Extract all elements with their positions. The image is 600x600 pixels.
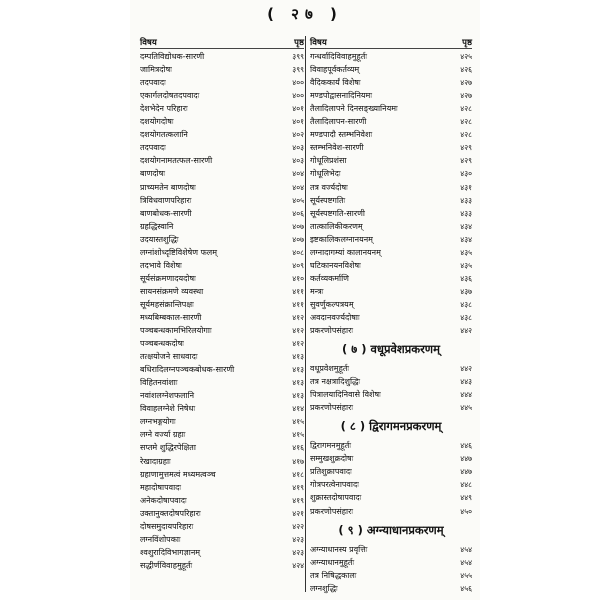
entry-page-number: ४१० — [292, 273, 304, 283]
entry-title: दशयोगतत्कलानि — [140, 130, 188, 140]
entry-page-number: ४४७ — [460, 454, 472, 464]
entry-page-number: ४०३ — [292, 143, 304, 153]
entry-page-number: ४३३ — [460, 195, 472, 205]
toc-entry — [140, 115, 304, 128]
entry-page-number: ४०२ — [292, 130, 304, 140]
toc-entry — [140, 76, 304, 89]
toc-entry — [310, 362, 472, 375]
entry-title: गोधूलिभेदः — [310, 169, 341, 179]
toc-entry — [140, 102, 304, 115]
entry-title: विवाहपूर्वकर्तव्यम् — [310, 65, 360, 75]
toc-entry — [310, 439, 472, 452]
toc-entry — [310, 259, 472, 272]
entry-page-number: ४०९ — [292, 260, 304, 270]
entry-title: गोत्रपरत्वेनापवादः — [310, 480, 359, 490]
entry-page-number: ४०७ — [292, 221, 304, 231]
toc-entry — [140, 194, 304, 207]
toc-entry — [140, 128, 304, 141]
toc-entry — [140, 415, 304, 428]
entry-page-number: ४०३ — [292, 156, 304, 166]
subject-heading: विषय — [310, 38, 327, 48]
toc-entry — [310, 452, 472, 465]
entry-title: मन्त्रः — [310, 286, 324, 296]
toc-entry — [140, 520, 304, 533]
toc-entry — [140, 246, 304, 259]
toc-entry — [140, 428, 304, 441]
entry-title: विहितनवांशाः — [140, 378, 178, 388]
entry-title: तदभावे विशेषः — [140, 260, 182, 270]
entry-title: सम्मुखशुक्रदोषः — [310, 454, 354, 464]
entry-title: वैदिककार्यं विशेषः — [310, 78, 361, 88]
toc-entry — [310, 401, 472, 414]
page-heading: पृष्ठ — [294, 38, 304, 48]
toc-entry — [140, 220, 304, 233]
entry-title: मण्डपादौ स्तम्भनिवेशः — [310, 130, 373, 140]
toc-entry — [310, 128, 472, 141]
entry-page-number: ४११ — [292, 299, 304, 309]
entry-title: तदपवादः — [140, 143, 166, 153]
entry-title: सूर्यमहसंक्रान्तिपक्षः — [140, 299, 194, 309]
entry-page-number: ३९९ — [292, 65, 304, 75]
entry-page-number: ४४३ — [460, 377, 472, 387]
entry-title: प्रकरणोपसंहारः — [310, 506, 353, 516]
entry-title: प्राच्यमतेन बाणदोषः — [140, 182, 196, 192]
entry-title: शुक्रास्तदोषापवादः — [310, 493, 362, 503]
toc-entry — [310, 220, 472, 233]
entry-title: अग्न्याधानस्य प्रवृत्तिः — [310, 544, 368, 554]
entry-title: तैलादिलापने दिनसङ्ख्यानियमः — [310, 104, 398, 114]
toc-entry — [140, 481, 304, 494]
entry-page-number: ४१२ — [292, 339, 304, 349]
entry-title: गन्धर्वादिविवाहमुहूर्तः — [310, 52, 367, 62]
entry-page-number: ४२९ — [460, 156, 472, 166]
entry-page-number: ४२२ — [292, 521, 304, 531]
toc-entry — [140, 285, 304, 298]
entry-title: बाणदोषः — [140, 169, 165, 179]
entry-title: गोधूलिप्रशंसा — [310, 156, 347, 166]
toc-entry — [140, 154, 304, 167]
entry-page-number: ४४५ — [460, 403, 472, 413]
entry-page-number: ४११ — [292, 286, 304, 296]
entry-page-number: ४३८ — [460, 312, 472, 322]
entry-title: पञ्चबन्धकदोषः — [140, 339, 184, 349]
toc-entry — [310, 233, 472, 246]
entry-title: मध्यबिम्बकाल-सारणी — [140, 312, 202, 322]
entry-title: तत्र वर्ज्यदोषः — [310, 182, 348, 192]
column-divider — [305, 36, 306, 592]
toc-entry — [140, 207, 304, 220]
toc-entry — [140, 272, 304, 285]
entry-page-number: ४२९ — [460, 143, 472, 153]
entry-title: प्रकरणोपसंहारः — [310, 403, 353, 413]
entry-title: रेखादाग्रहाः — [140, 456, 171, 466]
entry-page-number: ४०४ — [292, 169, 304, 179]
entry-page-number: ४२३ — [292, 534, 304, 544]
entry-page-number: ४१७ — [292, 456, 304, 466]
entry-title: अग्न्याधानमुहूर्तः — [310, 557, 355, 567]
entry-page-number: ४३० — [460, 169, 472, 179]
entry-title: इष्टकालिकलग्नानयनम् — [310, 234, 373, 244]
entry-page-number: ४०१ — [292, 104, 304, 114]
left-column-header — [140, 37, 304, 50]
entry-title: देशभेदेन परिहारः — [140, 104, 188, 114]
entry-page-number: ३९९ — [292, 52, 304, 62]
entry-title: अवदानवर्ज्यदोषाः — [310, 312, 360, 322]
entry-page-number: ४५४ — [460, 544, 472, 554]
section-heading: ( ७ ) वधूप्रवेशप्रकरणम् — [342, 342, 440, 357]
entry-title: सूर्यसंक्रमणादयदोषः — [140, 273, 196, 283]
entry-page-number: ४३४ — [460, 221, 472, 231]
toc-entry — [310, 207, 472, 220]
entry-page-number: ४२१ — [292, 508, 304, 518]
entry-page-number: ४३४ — [460, 234, 472, 244]
toc-entry — [140, 337, 304, 350]
entry-page-number: ४२८ — [460, 117, 472, 127]
entry-page-number: ४१४ — [292, 404, 304, 414]
toc-entry — [310, 167, 472, 180]
entry-title: वधूप्रवेशमुहूर्तः — [310, 364, 350, 374]
toc-entry — [140, 507, 304, 520]
toc-entry — [140, 324, 304, 337]
entry-title: बाणबोधक-सारणी — [140, 208, 192, 218]
entry-page-number: ४४७ — [460, 467, 472, 477]
entry-page-number: ४२६ — [460, 65, 472, 75]
entry-page-number: ४३८ — [460, 299, 472, 309]
entry-title: तदपवादः — [140, 78, 166, 88]
entry-page-number: ४५० — [460, 506, 472, 516]
entry-title: तत्क्षयोजने साधवादः — [140, 352, 198, 362]
entry-title: तात्कालिकीकरणम् — [310, 221, 363, 231]
toc-entry — [140, 298, 304, 311]
toc-entry — [140, 311, 304, 324]
entry-title: सूर्यस्पष्टगति-सारणी — [310, 208, 366, 218]
entry-page-number: ४०१ — [292, 117, 304, 127]
entry-title: उक्तानुक्तदोषपरिहारः — [140, 508, 201, 518]
toc-entry — [140, 89, 304, 102]
toc-entry — [140, 50, 304, 63]
entry-page-number: ४१२ — [292, 326, 304, 336]
toc-entry — [140, 363, 304, 376]
toc-entry — [310, 194, 472, 207]
entry-page-number: ४०४ — [292, 182, 304, 192]
toc-entry — [310, 285, 472, 298]
entry-title: प्रकरणोपसंहारः — [310, 326, 353, 336]
toc-entry — [310, 491, 472, 504]
entry-page-number: ४१३ — [292, 352, 304, 362]
entry-title: सूर्यस्पष्टगतिः — [310, 195, 346, 205]
entry-page-number: ४४८ — [460, 480, 472, 490]
entry-page-number: ४२८ — [460, 130, 472, 140]
entry-title: स्तम्भनिवेश-सारणी — [310, 143, 364, 153]
entry-title: घटिकानयनविशेषः — [310, 260, 361, 270]
entry-page-number: ४३५ — [460, 260, 472, 270]
toc-entry — [140, 546, 304, 559]
entry-title: दशयोगनामतत्फल-सारणी — [140, 156, 213, 166]
entry-page-number: ४१८ — [292, 469, 304, 479]
entry-page-number: ४३५ — [460, 247, 472, 257]
toc-entry — [310, 375, 472, 388]
toc-entry — [310, 63, 472, 76]
toc-entry — [310, 89, 472, 102]
entry-title: लग्नादागम्यां कालानयनम् — [310, 247, 381, 257]
toc-entry — [310, 102, 472, 115]
entry-page-number: ४१३ — [292, 365, 304, 375]
entry-page-number: ४४६ — [460, 441, 472, 451]
entry-title: नवांशलग्नेशफलानि — [140, 391, 195, 401]
toc-entry — [140, 389, 304, 402]
entry-title: लग्नशुद्धिः — [310, 583, 338, 593]
toc-entry — [310, 154, 472, 167]
toc-entry — [140, 494, 304, 507]
entry-title: एकार्गलदोषतदपवादः — [140, 91, 200, 101]
entry-page-number: ४१५ — [292, 430, 304, 440]
entry-title: सप्तमे शुद्धिरपेक्षिता — [140, 443, 196, 453]
toc-entry — [310, 388, 472, 401]
entry-title: महादोषापवादः — [140, 482, 182, 492]
right-column-header — [310, 37, 472, 50]
toc-entry — [140, 141, 304, 154]
toc-entry — [140, 402, 304, 415]
toc-entry — [310, 543, 472, 556]
toc-entry — [310, 556, 472, 569]
toc-entry — [310, 569, 472, 582]
entry-title: श्वशुरादिविभागज्ञानम् — [140, 547, 201, 557]
section-heading: ( ९ ) अग्न्याधानप्रकरणम् — [338, 522, 444, 537]
entry-title: मण्डपोद्वासनादिनियमः — [310, 91, 372, 101]
toc-entry — [310, 246, 472, 259]
entry-title: तत्र नक्षत्रादिशुद्धिः — [310, 377, 361, 387]
entry-page-number: ४३३ — [460, 208, 472, 218]
entry-title: लग्ने वर्ज्या ग्रहाः — [140, 430, 186, 440]
entry-page-number: ४१६ — [292, 443, 304, 453]
entry-page-number: ४२७ — [460, 91, 472, 101]
entry-page-number: ४४४ — [460, 390, 472, 400]
entry-title: सद्धीर्णविवाहमुहूर्तः — [140, 560, 193, 570]
toc-entry — [140, 233, 304, 246]
toc-entry — [140, 181, 304, 194]
entry-title: दशयोगदोषः — [140, 117, 174, 127]
entry-page-number: ४५४ — [460, 557, 472, 567]
toc-entry — [140, 259, 304, 272]
toc-entry — [310, 311, 472, 324]
toc-entry — [140, 533, 304, 546]
entry-page-number: ४१५ — [292, 417, 304, 427]
entry-title: जामित्रदोषः — [140, 65, 172, 75]
entry-title: प्रतिशुक्रापवादः — [310, 467, 352, 477]
page-number: ( २७ ) — [267, 5, 343, 23]
entry-page-number: ४०० — [292, 78, 304, 88]
subject-heading: विषय — [140, 38, 157, 48]
toc-entry — [310, 115, 472, 128]
entry-page-number: ४३६ — [460, 273, 472, 283]
toc-entry — [140, 376, 304, 389]
entry-page-number: ४२८ — [460, 104, 472, 114]
entry-page-number: ४२३ — [292, 547, 304, 557]
entry-page-number: ४३७ — [460, 286, 472, 296]
entry-title: अनेकदोषापवादः — [140, 495, 187, 505]
entry-page-number: ४०० — [292, 91, 304, 101]
toc-entry — [140, 167, 304, 180]
toc-entry — [140, 441, 304, 454]
toc-entry — [310, 324, 472, 337]
toc-entry — [140, 468, 304, 481]
left-column — [140, 37, 304, 572]
entry-page-number: ४०५ — [292, 195, 304, 205]
entry-page-number: ४२५ — [460, 52, 472, 62]
toc-entry — [140, 455, 304, 468]
entry-page-number: ४४२ — [460, 364, 472, 374]
entry-page-number: ४५५ — [460, 570, 472, 580]
entry-title: पञ्चबन्धकामभिरिलयोगाः — [140, 326, 212, 336]
entry-page-number: ४१९ — [292, 495, 304, 505]
entry-title: सुवर्णुकल्पत्रयम् — [310, 299, 354, 309]
entry-title: तत्र निषिद्धकालः — [310, 570, 357, 580]
toc-entry — [140, 63, 304, 76]
entry-page-number: ४४२ — [460, 326, 472, 336]
entry-title: ग्रहाणामुत्तमत्वं मध्यमत्वञ्च — [140, 469, 216, 479]
entry-title: दोषसमुदायपरिहारः — [140, 521, 194, 531]
toc-entry — [140, 559, 304, 572]
section-heading: ( ८ ) द्विरागमनप्रकरणम् — [340, 419, 442, 434]
entry-title: ग्रहद्धिस्वानि — [140, 221, 174, 231]
toc-entry — [310, 181, 472, 194]
toc-entry — [310, 50, 472, 63]
entry-page-number: ४०८ — [292, 247, 304, 257]
entry-page-number: ४१२ — [292, 312, 304, 322]
entry-page-number: ४३१ — [460, 182, 472, 192]
entry-title: दम्पतिविद्योधक-सारणी — [140, 52, 205, 62]
entry-title: उदयास्तशुद्धिः — [140, 234, 179, 244]
right-column — [310, 37, 472, 595]
entry-page-number: ४१३ — [292, 391, 304, 401]
entry-page-number: ४४९ — [460, 493, 472, 503]
entry-page-number: ४०६ — [292, 208, 304, 218]
entry-title: कर्तव्यकर्माणि — [310, 273, 349, 283]
toc-entry — [310, 76, 472, 89]
entry-page-number: ४१३ — [292, 378, 304, 388]
entry-title: लग्नांशोध्दृष्टिविशेषेण फलम् — [140, 247, 217, 257]
entry-title: त्रिविधवाणपरिहारः — [140, 195, 192, 205]
entry-title: लग्नविंशोपकाः — [140, 534, 181, 544]
entry-title: तैलादिलापन-सारणी — [310, 117, 367, 127]
entry-page-number: ४२४ — [292, 560, 304, 570]
toc-entry — [310, 478, 472, 491]
toc-entry — [310, 141, 472, 154]
entry-title: विवाहलग्नेशे निषेधः — [140, 404, 196, 414]
toc-entry — [310, 582, 472, 595]
toc-entry — [140, 350, 304, 363]
entry-title: पित्रालयादिनिवासे विशेषः — [310, 390, 381, 400]
toc-entry — [310, 465, 472, 478]
entry-title: सायनसंक्रमणे व्यवस्था — [140, 286, 204, 296]
toc-entry — [310, 272, 472, 285]
entry-page-number: ४०७ — [292, 234, 304, 244]
entry-page-number: ४२७ — [460, 78, 472, 88]
entry-title: बधिरादिलग्नपञ्चकबोधक-सारणी — [140, 365, 235, 375]
entry-title: लग्नभङ्गयोगः — [140, 417, 176, 427]
entry-title: द्विरागमनमुहूर्तः — [310, 441, 351, 451]
toc-entry — [310, 298, 472, 311]
toc-entry — [310, 505, 472, 518]
page-heading: पृष्ठ — [462, 38, 472, 48]
entry-page-number: ४१९ — [292, 482, 304, 492]
entry-page-number: ४५६ — [460, 583, 472, 593]
